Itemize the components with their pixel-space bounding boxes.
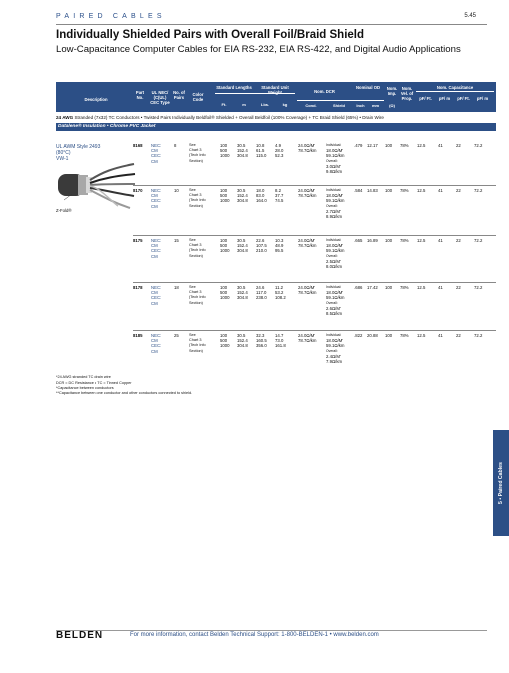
cell-line: Section) [189,300,203,305]
table-header [56,82,496,112]
cell-line: 500 [220,338,228,344]
ul-style-line: UL AWM Style 2493 [56,144,101,150]
cell-shield [326,238,345,269]
cell-line: 10.8 [256,143,265,148]
cell-line: 117.0 [256,290,267,296]
cell-line: 18.0 [256,188,265,193]
cell-line: 500 [220,243,228,249]
cell-line: 11.2 [275,285,284,290]
row-divider [133,235,496,236]
cell-c3: 22 [456,238,461,243]
cell-line: See [189,285,196,289]
cell-line: 304.8 [237,248,248,254]
cell-imp: 100 [385,333,393,338]
cell-line: 100 [220,143,228,148]
cell-line: 8.9Ω/km [326,214,343,220]
section-label: PAIRED CABLES [56,13,166,20]
cell-line: 152.4 [237,290,248,296]
cell-line: CEC: [151,343,162,349]
cell-kg [275,143,283,159]
footer-contact: For more information, contact Belden Technical Support: 1-800-BELDEN-1 • www.belden.com [130,632,379,638]
cell-lbs [256,285,267,301]
cell-line: 304.8 [237,295,248,301]
cell-line: 500 [220,148,228,154]
subcol-lbs: Lbs. [260,102,270,107]
cell-line: 238.0 [256,295,267,301]
cell-line: (Tech Info [189,295,206,300]
cell-line: 164.0 [256,198,267,204]
subcol-pf-ft-1: pF/ Ft. [419,96,432,101]
cell-types [151,333,161,354]
cell-pairs: 25 [174,333,179,338]
col-color-code: Color Code [192,92,204,102]
subcol-pf-m-2: pF/ m [476,96,489,101]
cell-m [237,143,248,159]
cell-color [189,333,206,354]
cell-types [151,188,161,209]
cell-ft [220,188,230,204]
cell-line: 18.0Ω/M' [326,148,344,154]
cell-vel: 78% [400,188,409,193]
cell-od-in: .584 [354,188,363,193]
cell-line: 500 [220,193,228,199]
cell-imp: 100 [385,238,393,243]
cell-imp: 100 [385,285,393,290]
cell-line: 30.5 [237,238,246,243]
cell-line: Chart 3 [189,148,202,153]
cell-line: 100 [220,285,228,290]
cell-cond [298,333,317,343]
cell-ft [220,238,230,254]
section-tab[interactable] [493,430,509,536]
cell-pairs: 18 [174,285,179,290]
cell-line: 78.7Ω/km [298,338,317,344]
table-row [56,188,496,235]
cell-line: 73.0 [275,338,284,344]
cell-line: 78.7Ω/km [298,290,317,296]
cell-line: CM [151,290,158,296]
cell-line: (Tech Info [189,198,206,203]
cell-color [189,285,206,306]
cell-m [237,238,248,254]
cell-line: Overall: [326,300,338,305]
cell-line: 8.2 [275,188,281,193]
cell-line: 30.5 [237,143,246,148]
cell-line: 210.0 [256,248,267,254]
cell-line: Overall: [326,158,338,163]
subcol-mm: mm [371,103,380,108]
cell-imp: 100 [385,188,393,193]
cell-line: Section) [189,158,203,163]
cell-cond [298,238,317,248]
cell-line: (Tech Info [189,343,206,348]
cell-part: 8168 [133,143,143,148]
cell-pairs: 10 [174,188,179,193]
cell-line: 30.5 [237,188,246,193]
note-line: DCR = DC Resistance • TC = Tinned Copper [56,381,132,385]
cell-color [189,188,206,209]
row-divider [133,330,496,331]
cell-line: 2.5Ω/M' [326,258,341,264]
table-notes [56,374,192,395]
cell-line: 61.5 [256,148,265,154]
header-divider [56,24,487,25]
cell-part: 8178 [133,285,143,290]
cell-c2: 41 [438,188,443,193]
cell-c1: 12.5 [417,238,426,243]
cell-c4: 72.2 [474,238,483,243]
cell-line: See [189,188,196,192]
cell-c3: 22 [456,143,461,148]
cell-line: CM [151,148,158,154]
cell-line: 95.5 [275,248,284,254]
cell-line: Individual: [326,188,342,192]
col-std-weight: Standard Unit [261,85,289,90]
cell-line: NEC: [151,333,162,338]
cell-line: CM [151,158,158,164]
cell-line: 59.1Ω/km [326,248,345,254]
cell-lbs [256,333,267,349]
cell-line: 78.7Ω/km [298,243,317,249]
cell-line: NEC: [151,143,162,148]
cell-line: Chart 3 [189,243,202,248]
cell-od-in: .479 [354,143,363,148]
cell-line: 24.0Ω/M' [298,143,316,148]
cell-line: 48.9 [275,243,284,249]
cell-color [189,143,206,164]
cell-line: 18.0Ω/M' [326,193,344,199]
cell-line: See [189,238,196,242]
cell-od-in: .822 [354,333,363,338]
cell-lbs [256,143,266,159]
cell-line: Section) [189,203,203,208]
cell-c4: 72.2 [474,188,483,193]
cell-line: 107.5 [256,243,267,249]
cell-vel: 78% [400,285,409,290]
cell-c4: 72.2 [474,285,483,290]
cell-line: 78.7Ω/km [298,148,317,154]
cell-c4: 72.2 [474,333,483,338]
cell-line: Chart 3 [189,338,202,343]
cell-line: 24.0Ω/M' [298,238,316,243]
cell-c1: 12.5 [417,188,426,193]
page-number: 5.45 [464,13,476,19]
cell-line: See [189,333,196,337]
cell-line: 78.7Ω/km [298,193,317,199]
cell-shield [326,143,345,174]
cell-od-mm: 17.42 [367,285,378,290]
cell-line: Individual: [326,143,342,147]
awg-label: 24 AWG [56,115,74,120]
cell-line: 152.4 [237,243,248,249]
cell-line: 32.3 [256,333,265,338]
cell-line: CM [151,300,158,306]
cell-ft [220,143,230,159]
cell-od-mm: 20.88 [367,333,378,338]
cell-od-mm: 16.89 [367,238,378,243]
cell-m [237,333,248,349]
cell-line: 24.0Ω/M' [298,333,316,338]
cell-shield [326,188,345,219]
cell-line: 7.9Ω/km [326,359,343,365]
cell-line: Chart 3 [189,290,202,295]
cell-line: 356.0 [256,343,267,349]
cell-shield [326,285,345,316]
cell-vel: 78% [400,143,409,148]
cell-c1: 12.5 [417,333,426,338]
cell-line: 59.1Ω/km [326,198,345,204]
section-tab-label: 5 • Paired Cables [498,462,504,504]
cell-line: 8.0Ω/km [326,264,343,270]
cell-vel: 78% [400,238,409,243]
cell-c3: 22 [456,188,461,193]
insulation-band: Datalene® Insulation • Chrome PVC Jacket [56,123,496,131]
cell-line: 100 [220,333,228,338]
cell-line: 52.3 [275,153,284,159]
cell-line: CEC: [151,248,162,254]
cell-line: CM [151,338,158,344]
cell-part: 8170 [133,188,143,193]
cell-pairs: 8 [174,143,177,148]
cell-line: 3.0Ω/M' [326,163,341,169]
cell-types [151,238,161,259]
cell-line: CM [151,253,158,259]
cell-line: 100 [220,238,228,243]
cell-line: 8.5Ω/km [326,311,343,317]
cell-c2: 41 [438,143,443,148]
cell-line: CEC: [151,198,162,204]
cell-types [151,285,161,306]
cell-m [237,188,248,204]
cell-line: 2.7Ω/M' [326,208,341,214]
cell-line: 18.0Ω/M' [326,338,344,344]
col-nom-vel: Nom. Vel. of Prop. [400,86,414,101]
cell-line: 22.6 [256,238,265,243]
cell-line: CEC: [151,153,162,159]
cell-line: 1000 [220,343,230,349]
cell-line: 152.4 [237,148,248,154]
cell-c2: 41 [438,333,443,338]
cell-line: 500 [220,290,228,296]
cell-part: 8185 [133,333,143,338]
construction-text: Stranded (7x32) TC Conductors • Twisted Pairs Individually Beldfoil® Shielded + Overall Beldfoil (100% Coverage) + TC Braid Shield (65%) • Drain Wire [74,115,384,120]
cell-lbs [256,238,267,254]
cell-line: 28.0 [275,148,284,154]
cell-line: Individual: [326,333,342,337]
col-description: Description [84,97,108,102]
row-divider [133,282,496,283]
cell-line: 83.0 [256,193,265,199]
note-line: *Capacitance between conductors [56,386,114,390]
ul-temp-line: (80°C) [56,150,71,156]
col-nom-dcr: Nom. DCR [314,89,335,94]
cell-od-mm: 12.17 [367,143,378,148]
cell-cond [298,143,317,153]
construction-band [56,113,496,122]
cell-line: 115.0 [256,153,267,159]
cell-line: 304.8 [237,153,248,159]
cell-shield [326,333,345,364]
cell-ft [220,333,230,349]
cell-line: 108.2 [275,295,286,301]
cell-line: Overall: [326,253,338,258]
cell-line: Section) [189,253,203,258]
cell-cond [298,188,317,198]
cell-line: NEC: [151,285,162,290]
table-row [56,238,496,285]
cell-ft [220,285,230,301]
subcol-pf-ft-2: pF/ Ft. [457,96,470,101]
cell-line: 74.5 [275,198,284,204]
col-ul-type: UL NEC/ (C(UL) CEC Type [150,90,170,105]
note-line: *24 AWG stranded TC drain wire [56,375,111,379]
subcol-ohm: (Ω) [389,103,395,108]
cell-line: Chart 3 [189,193,202,198]
cell-color [189,238,206,259]
cell-line: 24.0Ω/M' [298,285,316,290]
cell-lbs [256,188,267,204]
table-row [56,333,496,380]
cell-line: 1000 [220,198,230,204]
cell-line: Section) [189,348,203,353]
footer-divider [56,630,487,631]
page-title: Individually Shielded Pairs with Overall Foil/Braid Shield [56,29,365,41]
cell-c4: 72.2 [474,143,483,148]
subcol-kg: kg [282,102,288,107]
cell-line: 9.8Ω/km [326,169,343,175]
cell-line: 152.4 [237,193,248,199]
col-nom-imp: Nom. Imp. [386,86,398,96]
cell-line: 4.9 [275,143,281,148]
note-line: **Capacitance between one conductor and other conductors connected to shield. [56,390,193,395]
cell-line: CM [151,348,158,354]
cell-line: 2.6Ω/M' [326,305,341,311]
cell-line: Individual: [326,238,342,242]
col-part-no: Part No. [135,90,145,100]
cell-line: 161.8 [275,343,286,349]
table-row [56,143,496,190]
cell-line: 18.0Ω/M' [326,290,344,296]
cell-line: 152.4 [237,338,248,344]
cell-line: 18.0Ω/M' [326,243,344,249]
cell-types [151,143,161,164]
subcol-pf-m-1: pF/ m [438,96,451,101]
cell-line: (Tech Info [189,248,206,253]
row-divider [133,185,496,186]
cell-line: 304.8 [237,343,248,349]
cell-line: CEC: [151,295,162,301]
cell-line: 59.1Ω/km [326,343,345,349]
cell-line: Individual: [326,285,342,289]
cell-kg [275,238,283,254]
cell-c1: 12.5 [417,285,426,290]
ul-flame-line: VW-1 [56,156,69,162]
cell-line: 100 [220,188,228,193]
cell-line: 30.5 [237,285,246,290]
cell-c3: 22 [456,285,461,290]
cell-kg [275,333,286,349]
cell-line: NEC: [151,238,162,243]
subcol-ft: Ft. [221,102,227,107]
cell-kg [275,188,283,204]
cell-line: 2.4Ω/M' [326,353,341,359]
cell-line: 24.6 [256,285,265,290]
cell-line: Overall: [326,203,338,208]
col-std-lengths: Standard Lengths [216,85,252,90]
cell-line: 1000 [220,153,230,159]
table-row [56,285,496,332]
cell-od-in: .665 [354,238,363,243]
z-fold-label: Z-Fold® [56,208,72,213]
cell-line: 37.7 [275,193,284,199]
cell-imp: 100 [385,143,393,148]
cell-cond [298,285,317,295]
cell-vel: 78% [400,333,409,338]
cell-line: 10.3 [275,238,284,243]
belden-logo: BELDEN [56,630,104,641]
cell-line: See [189,143,196,147]
cell-od-in: .686 [354,285,363,290]
cell-line: CM [151,203,158,209]
cell-line: 1000 [220,248,230,254]
cell-c3: 22 [456,333,461,338]
cell-c2: 41 [438,238,443,243]
cell-pairs: 15 [174,238,179,243]
cell-line: 59.1Ω/km [326,295,345,301]
page-subtitle: Low-Capacitance Computer Cables for EIA RS-232, EIA RS-422, and Digital Audio Applications [56,44,461,55]
col-nom-capacitance: Nom. Capacitance [436,85,474,90]
subcol-inch: Inch [356,103,365,108]
cell-kg [275,285,286,301]
cell-line: Overall: [326,348,338,353]
col-nominal-od: Nominal OD [356,85,380,90]
cell-line: 53.2 [275,290,284,296]
cell-line: 160.5 [256,338,267,344]
cell-line: 59.1Ω/km [326,153,345,159]
cell-line: (Tech Info [189,153,206,158]
cell-line: CM [151,193,158,199]
cell-od-mm: 14.83 [367,188,378,193]
subcol-shield: Shield [332,103,345,108]
cell-line: NEC: [151,188,162,193]
cell-line: 1000 [220,295,230,301]
cell-part: 8175 [133,238,143,243]
subcol-m: m [242,102,246,107]
cell-m [237,285,248,301]
cell-line: CM [151,243,158,249]
subcol-cond: Cond. [305,103,317,108]
cell-line: 24.0Ω/M' [298,188,316,193]
cell-c1: 12.5 [417,143,426,148]
cell-line: 30.5 [237,333,246,338]
cell-c2: 41 [438,285,443,290]
cell-line: 14.7 [275,333,284,338]
cell-line: 304.8 [237,198,248,204]
col-pairs: No. of Pairs [173,90,185,100]
